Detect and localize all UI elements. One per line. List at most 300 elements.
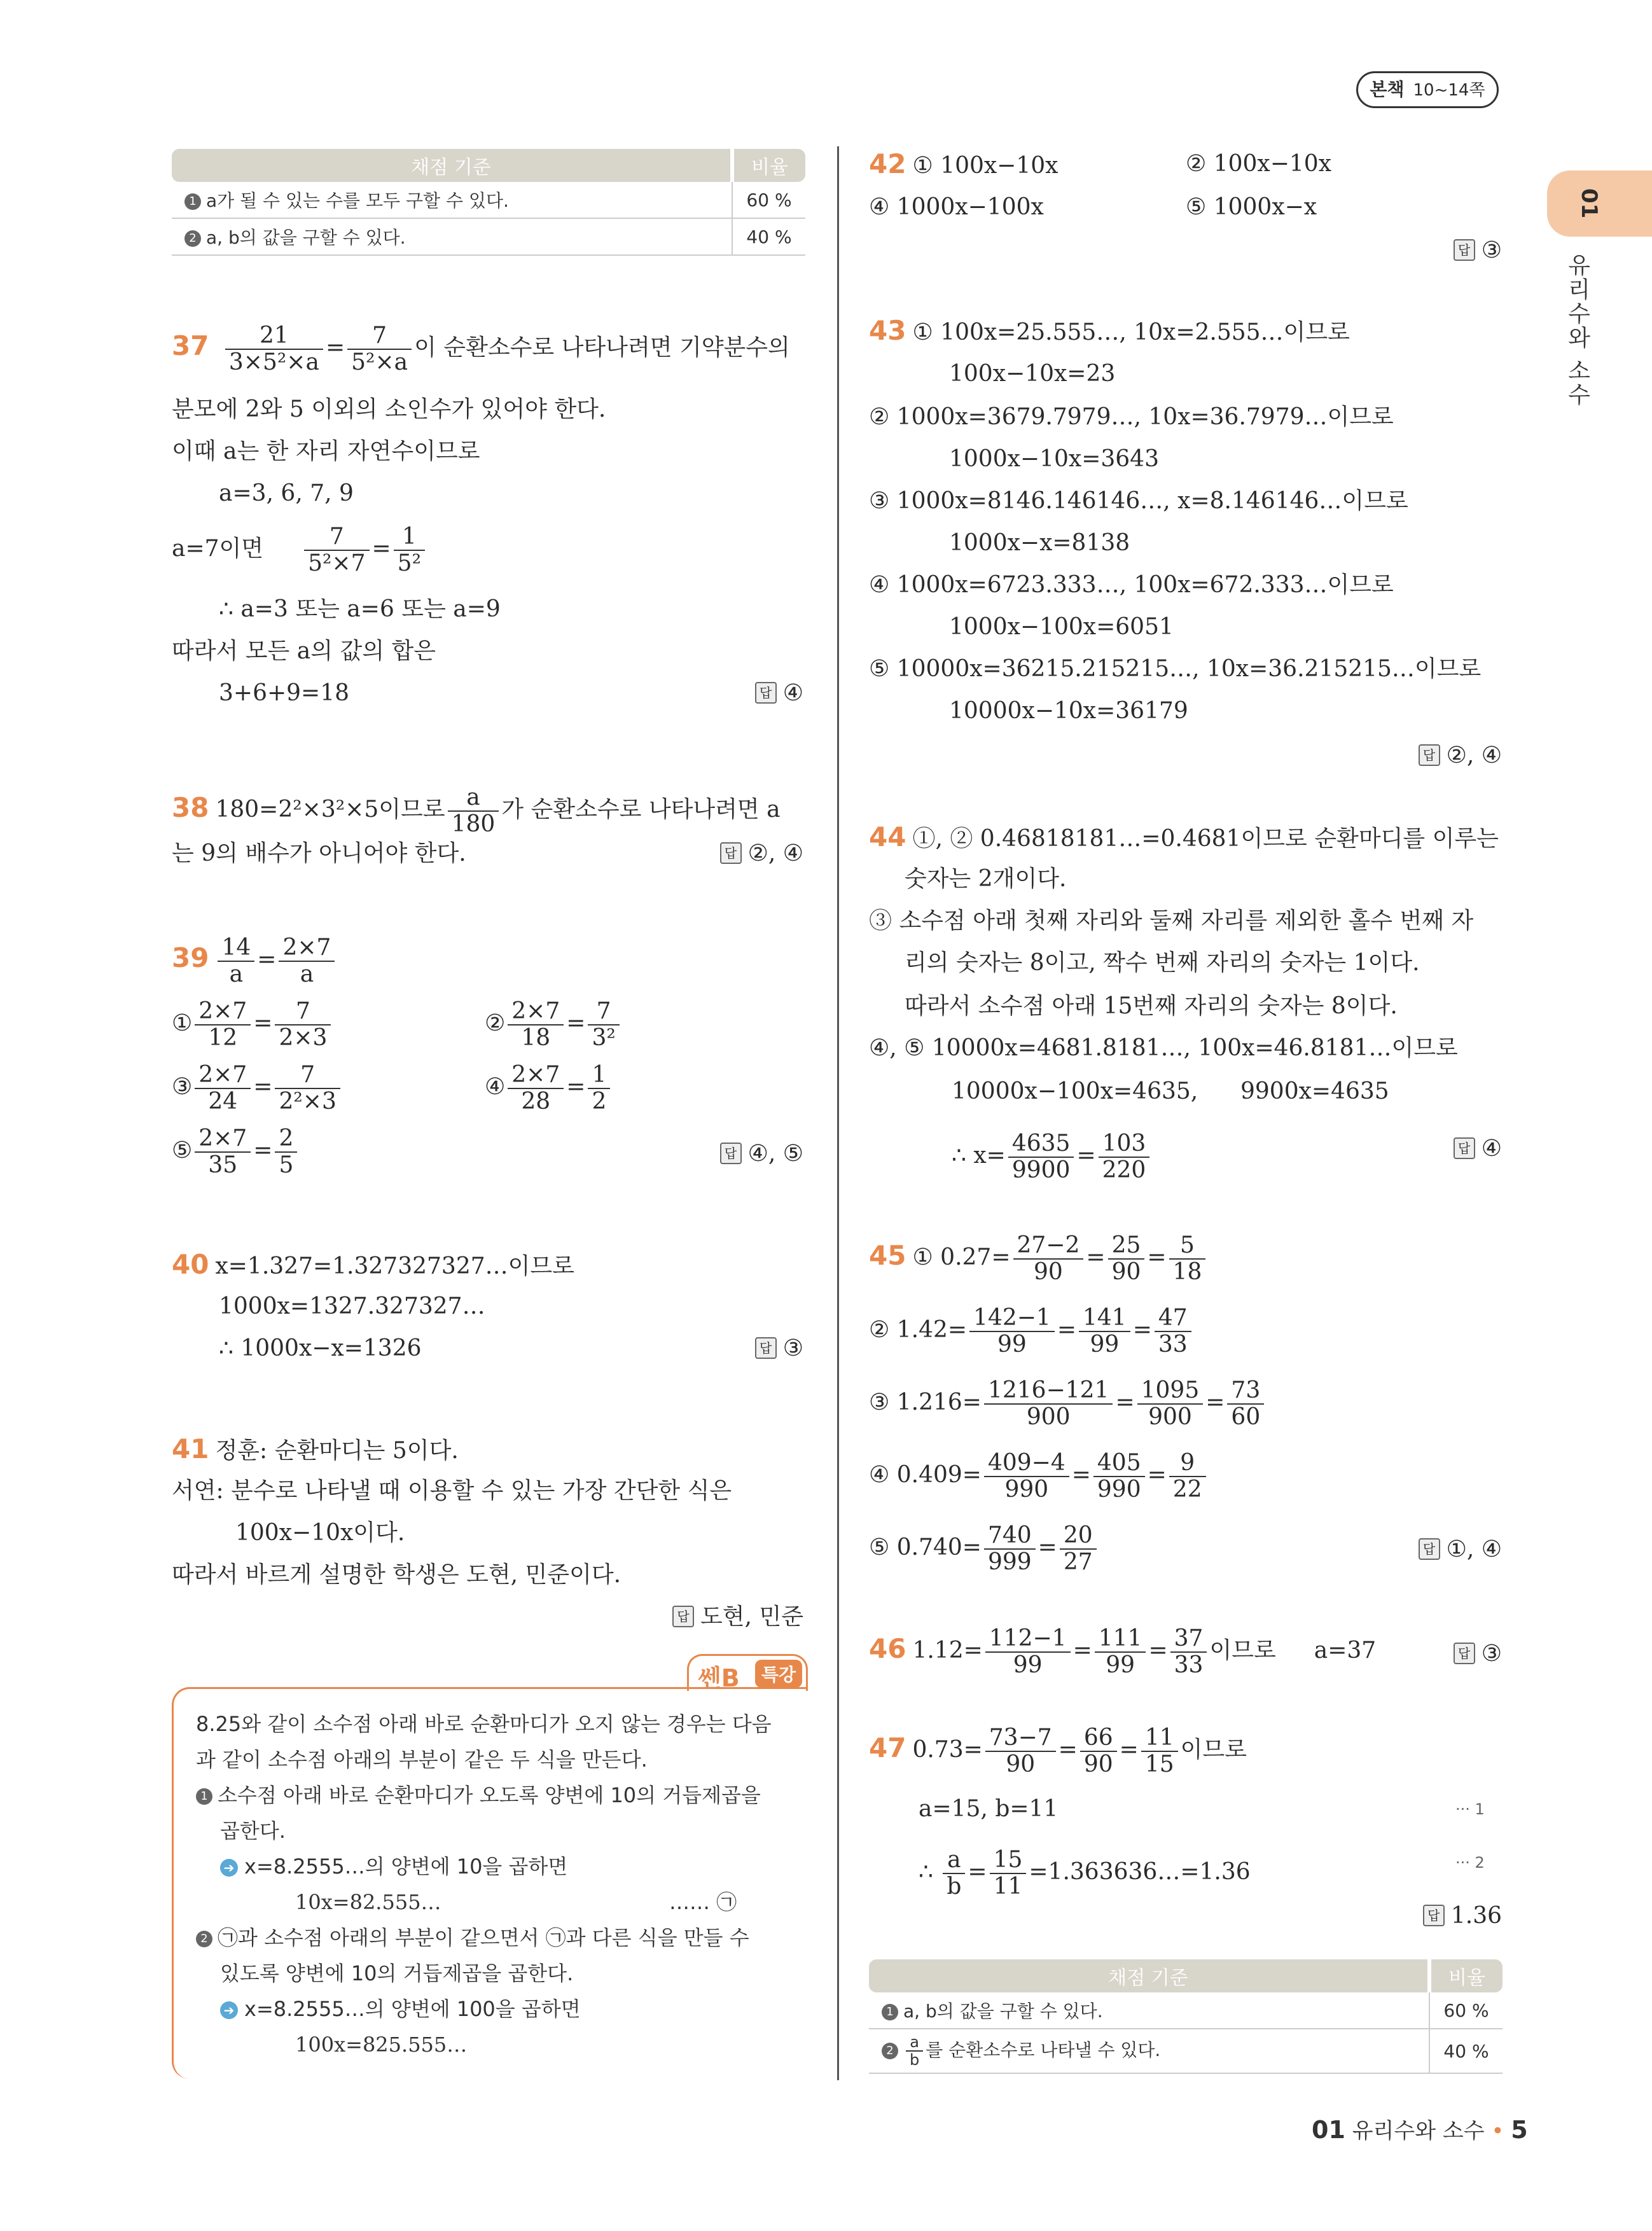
text: 10000x−100x=4635,: [952, 1078, 1198, 1104]
grading-table-2: [869, 1959, 1503, 2074]
problem-45-item: ② 1.42= $\frac{142-1}{99}$ = $\frac{141}{99}$ = $\frac{47}{33}$: [869, 1305, 1194, 1358]
criteria-marker: 1: [184, 193, 201, 210]
numerator: 5: [1180, 1232, 1195, 1258]
answer-icon: 답: [720, 1143, 742, 1164]
numerator: 25: [1111, 1232, 1141, 1258]
text: 1000x−100x=6051: [949, 614, 1174, 640]
denominator: 2: [588, 1088, 610, 1115]
text: 이때 a는 한 자리 자연수이므로: [172, 438, 480, 464]
denominator: 27: [1060, 1548, 1097, 1575]
text: a=15, b=11: [919, 1796, 1059, 1822]
denominator: 3²: [588, 1024, 619, 1051]
text: x=1.327=1.327327327…이므로: [215, 1253, 574, 1279]
answer-icon: 답: [755, 1337, 777, 1359]
numerator: 142−1: [973, 1305, 1051, 1331]
text: ③ 1000x=8146.146146…, x=8.146146…이므로: [869, 488, 1408, 514]
fraction: [588, 1062, 610, 1115]
text: ①, ② 0.46818181…=0.4681이므로 순환마디를 이루는: [912, 826, 1499, 852]
fraction: [195, 1062, 251, 1115]
table-header: 비율: [732, 149, 805, 182]
denominator: 5: [275, 1151, 297, 1178]
note-text: ㉠과 소수점 아래의 부분이 같으면서 ㉠과 다른 식을 만들 수: [218, 1926, 749, 1950]
denominator: 60: [1227, 1403, 1264, 1430]
note-text: x=8.2555…의 양변에 10을 곱하면: [244, 1854, 568, 1879]
numerator: 2×7: [511, 1062, 560, 1088]
text: 가 순환소수로 나타나려면 a: [501, 796, 781, 823]
option-marker: ⑤: [172, 1137, 193, 1164]
numerator: 73: [1231, 1377, 1261, 1403]
text: 3+6+9=18: [219, 680, 350, 706]
note-text: 있도록 양변에 10의 거듭제곱을 곱한다.: [220, 1961, 574, 1985]
option-marker: ④: [485, 1074, 506, 1100]
fraction: [279, 935, 335, 987]
step-marker: 2: [196, 1931, 212, 1947]
answer-value: ④: [1481, 1136, 1502, 1162]
text: 10000x−10x=36179: [949, 698, 1188, 724]
answer-43: [1419, 740, 1502, 771]
numerator: 405: [1097, 1450, 1141, 1476]
text: 1.12=: [912, 1637, 983, 1664]
denominator: 99: [1079, 1331, 1130, 1358]
numerator: 1216−121: [987, 1377, 1109, 1403]
fraction: [906, 2034, 923, 2068]
text: ② 1.42=: [869, 1317, 968, 1343]
note-example-1: [220, 1851, 567, 1882]
text: ④, ⑤ 10000x=4681.8181…, 100x=46.8181…이므로: [869, 1035, 1458, 1061]
text: 는 9의 배수가 아니어야 한다.: [172, 840, 466, 866]
denominator: 2×3: [275, 1024, 331, 1051]
text: a=7이면: [172, 536, 264, 562]
problem-45-item: ⑤ 0.740= $\frac{740}{999}$ = $\frac{20}{27}$: [869, 1523, 1099, 1575]
answer-value: ②, ④: [1446, 742, 1502, 768]
numerator: 2×7: [511, 998, 560, 1024]
note-tab: [687, 1654, 808, 1691]
denominator: 12: [195, 1024, 251, 1051]
criteria-text: a, b의 값을 구할 수 있다.: [206, 227, 406, 248]
numerator: 2×7: [282, 935, 331, 961]
equals: =: [325, 335, 345, 361]
answer-46: [1454, 1639, 1502, 1669]
footer-chapter: 01: [1312, 2116, 1345, 2144]
text: ① 0.27=: [912, 1244, 1011, 1270]
numerator: 21: [260, 323, 289, 349]
denominator: 900: [984, 1403, 1113, 1430]
numerator: 66: [1083, 1725, 1113, 1751]
fraction: [943, 1847, 965, 1900]
numerator: 7: [372, 323, 387, 349]
text: 이 순환소수로 나타나려면 기약분수의: [414, 335, 790, 361]
answer-45: [1419, 1534, 1502, 1565]
text: 따라서 모든 a의 값의 합은: [172, 638, 436, 664]
denominator: 22: [1169, 1476, 1206, 1503]
fraction: [1008, 1131, 1074, 1183]
table-cell: [172, 218, 732, 255]
page-ref-range: 10~14쪽: [1413, 81, 1485, 100]
fraction: [1155, 1305, 1191, 1358]
text: 따라서 바르게 설명한 학생은 도현, 민준이다.: [172, 1562, 621, 1588]
denominator: 18: [508, 1024, 564, 1051]
option: ③ $\frac{2\times 7}{24}$ = $\frac{7}{\text{2²×3}}$: [172, 1062, 343, 1115]
denominator: 5²×7: [304, 550, 369, 576]
problem-number: 37: [172, 330, 209, 361]
denominator: 5²: [394, 550, 425, 576]
problem-37-line5: a=7이면 $\frac{7}{\text{5²×7}}$ = $\frac{1}{\text{5²}}$: [172, 524, 427, 576]
problem-42-line1: [869, 149, 1058, 181]
problem-45-item: ④ 0.409= $\frac{409-4}{990}$ = $\frac{405}{990}$ = $\frac{9}{22}$: [869, 1450, 1209, 1503]
numerator: 20: [1063, 1522, 1093, 1548]
fraction: [1099, 1131, 1150, 1183]
problem-40-line1: [172, 1249, 574, 1282]
text: 100x−10x=23: [949, 361, 1116, 387]
problem-39-head: 39 $\frac{14}{a}$ = $\frac{2\times 7}{a}$: [172, 935, 337, 987]
note-example-2: [220, 1994, 581, 2024]
answer-icon: 답: [1454, 1137, 1475, 1159]
fraction: [275, 1126, 297, 1178]
answer-icon: 답: [1423, 1905, 1445, 1926]
text: 1000x−10x=3643: [949, 446, 1159, 472]
problem-47-line3: ∴ $\frac{a}{b}$ = $\frac{15}{11}$ =1.363636…=1.36: [919, 1847, 1251, 1900]
criteria-text: a, b의 값을 구할 수 있다.: [903, 2001, 1103, 2022]
problem-number: 38: [172, 792, 209, 823]
denominator: 15: [1141, 1751, 1178, 1777]
problem-44-result: ∴ x= $\frac{4635}{9900}$ = $\frac{103}{220}$: [952, 1131, 1152, 1183]
fraction: [1169, 1233, 1206, 1285]
numerator: 112−1: [989, 1625, 1067, 1651]
numerator: 1: [401, 524, 417, 550]
denominator: a: [218, 961, 254, 987]
numerator: 111: [1098, 1625, 1142, 1651]
problem-46-line1: 46 1.12= $\frac{112-1}{99}$ = $\frac{111}{99}$ = $\frac{37}{33}$ 이므로 a=37: [869, 1625, 1377, 1678]
criteria-marker: 2: [882, 2043, 898, 2059]
denominator: 24: [195, 1088, 251, 1115]
answer-41: [672, 1602, 803, 1632]
ratio-cell: 40 %: [1429, 2029, 1503, 2073]
problem-37-line1: [172, 323, 790, 375]
numerator: 2×7: [198, 998, 247, 1024]
page-reference: [1356, 71, 1499, 108]
numerator: 7: [596, 998, 611, 1024]
ratio-cell: 40 %: [732, 218, 805, 255]
answer-47: [1423, 1901, 1502, 1931]
denominator: 11: [990, 1873, 1027, 1900]
criteria-marker: 1: [882, 2004, 898, 2020]
denominator: 9900: [1008, 1157, 1074, 1183]
fraction: [275, 999, 331, 1051]
numerator: 141: [1083, 1305, 1127, 1331]
text: ⑤ 10000x=36215.215215…, 10x=36.215215…이므로: [869, 656, 1482, 682]
text: 100x−10x이다.: [235, 1520, 405, 1546]
numerator: 14: [221, 935, 251, 961]
table-cell: [869, 1992, 1429, 2029]
numerator: 2: [279, 1125, 294, 1151]
problem-number: 42: [869, 148, 906, 179]
text: 이므로: [1180, 1737, 1247, 1763]
numerator: 2×7: [198, 1125, 247, 1151]
numerator: 7: [329, 524, 344, 550]
note-step-1: [196, 1780, 761, 1811]
denominator: 900: [1137, 1403, 1204, 1430]
page-footer: 01 유리수와 소수 • 5: [1312, 2116, 1528, 2144]
text: 숫자는 2개이다.: [905, 866, 1067, 892]
text: ⑤ 0.740=: [869, 1534, 982, 1560]
fraction: [275, 1062, 340, 1115]
fraction: [984, 1523, 1036, 1575]
problem-41-line1: [172, 1434, 459, 1466]
criteria-text: a가 될 수 있는 수를 모두 구할 수 있다.: [206, 190, 509, 211]
problem-45-item: 45 ① 0.27= $\frac{27-2}{90}$ = $\frac{25}{90}$ = $\frac{5}{18}$: [869, 1233, 1208, 1285]
fraction: [969, 1305, 1055, 1358]
numerator: 15: [993, 1847, 1023, 1873]
denominator: 90: [1080, 1751, 1117, 1777]
fraction: [1080, 1725, 1117, 1777]
problem-43-line1: [869, 316, 1350, 348]
note-step-2: [196, 1922, 749, 1953]
fraction: [394, 524, 425, 576]
fraction: [1169, 1450, 1206, 1503]
note-text: 100x=825.555…: [295, 2033, 468, 2057]
denominator: 999: [984, 1548, 1036, 1575]
text: 서연: 분수로 나타낼 때 이용할 수 있는 가장 간단한 식은: [172, 1478, 732, 1504]
text: ④ 1000x=6723.333…, 100x=672.333…이므로: [869, 572, 1394, 598]
answer-value: ②, ④: [747, 840, 803, 866]
chapter-tab: [1547, 170, 1652, 237]
answer-icon: 답: [755, 682, 777, 704]
fraction: [1170, 1626, 1207, 1678]
option: ④ $\frac{2\times 7}{28}$ = $\frac{1}{2}$: [485, 1062, 613, 1115]
text: =1.363636…=1.36: [1029, 1859, 1251, 1885]
text: ③ 소수점 아래 첫째 자리와 둘째 자리를 제외한 홀수 번째 자: [869, 908, 1474, 934]
answer-44: [1454, 1134, 1502, 1164]
numerator: a: [466, 784, 480, 810]
table-header: 비율: [1429, 1959, 1503, 1992]
numerator: 740: [987, 1522, 1032, 1548]
note-tab-badge: 특강: [755, 1660, 802, 1688]
denominator: 35: [195, 1151, 251, 1178]
problem-47-line1: 47 0.73= $\frac{73-7}{90}$ = $\frac{66}{90}$ = $\frac{11}{15}$ 이므로: [869, 1725, 1247, 1777]
option-text: ⑤ 1000x−x: [1186, 194, 1317, 220]
numerator: 47: [1158, 1305, 1188, 1331]
chapter-label: 유리수와 소수: [1564, 253, 1590, 407]
fraction: [195, 999, 251, 1051]
numerator: 9: [1180, 1450, 1195, 1476]
column-divider: [837, 146, 839, 2080]
fraction: [1108, 1233, 1145, 1285]
text: 9900x=4635: [1240, 1078, 1389, 1104]
problem-number: 45: [869, 1240, 906, 1271]
text: 분모에 2와 5 이외의 소인수가 있어야 한다.: [172, 396, 606, 422]
denominator: 28: [508, 1088, 564, 1115]
numerator: 11: [1144, 1725, 1174, 1751]
numerator: 7: [295, 998, 310, 1024]
text: ④ 0.409=: [869, 1462, 982, 1488]
fraction: [448, 785, 499, 837]
note-text: …… ㉠: [669, 1890, 737, 1914]
text: 리의 숫자는 8이고, 짝수 번째 자리의 숫자는 1이다.: [905, 950, 1420, 976]
numerator: 4635: [1011, 1130, 1071, 1157]
numerator: 409−4: [987, 1450, 1065, 1476]
table-header: 채점 기준: [1108, 1967, 1188, 1989]
option-text: ① 100x−10x: [912, 153, 1059, 179]
answer-value: ③: [1481, 1641, 1502, 1667]
fraction: [304, 524, 369, 576]
denominator: 99: [985, 1651, 1071, 1678]
numerator: 37: [1174, 1625, 1204, 1651]
answer-value: ④, ⑤: [747, 1141, 803, 1167]
fraction: [1013, 1233, 1084, 1285]
answer-value: ③: [782, 1335, 803, 1361]
ratio-cell: 60 %: [732, 182, 805, 218]
answer-42: [1454, 235, 1502, 266]
fraction: [218, 935, 254, 987]
fraction: [985, 1626, 1071, 1678]
denominator: 99: [969, 1331, 1055, 1358]
page-ref-bold: 본책: [1370, 79, 1405, 100]
answer-39: [720, 1139, 803, 1169]
note-text: 소수점 아래 바로 순환마디가 오도록 양변에 10의 거듭제곱을: [218, 1783, 761, 1807]
text: 따라서 소수점 아래 15번째 자리의 숫자는 8이다.: [905, 993, 1398, 1019]
denominator: 990: [1093, 1476, 1145, 1503]
option-marker: ③: [172, 1074, 193, 1100]
text: ② 1000x=3679.7979…, 10x=36.7979…이므로: [869, 404, 1394, 430]
problem-number: 46: [869, 1633, 906, 1664]
option-marker: ②: [485, 1010, 506, 1036]
text: a=3, 6, 7, 9: [219, 480, 354, 506]
text: ③ 1.216=: [869, 1389, 982, 1415]
answer-37: [755, 678, 803, 709]
text: ∴ x=: [952, 1143, 1006, 1169]
fraction: [1141, 1725, 1178, 1777]
text: ∴: [919, 1859, 933, 1885]
problem-45-item: ③ 1.216= $\frac{1216-121}{900}$ = $\frac{1095}{900}$ = $\frac{73}{60}$: [869, 1378, 1267, 1430]
table-cell: [869, 2029, 1429, 2073]
numerator: 1095: [1141, 1377, 1200, 1403]
denominator: 90: [985, 1751, 1056, 1777]
denominator: 2²×3: [275, 1088, 340, 1115]
denominator: 90: [1108, 1258, 1145, 1285]
answer-icon: 답: [720, 842, 742, 864]
option-marker: ①: [172, 1010, 193, 1036]
note-text: x=8.2555…의 양변에 100을 곱하면: [244, 1997, 581, 2021]
text: 이므로: [1209, 1637, 1276, 1664]
denominator: b: [943, 1873, 965, 1900]
page-number: 5: [1511, 2116, 1528, 2144]
denominator: 3×5²×a: [225, 349, 323, 375]
option-text: ④ 1000x−100x: [869, 194, 1044, 220]
option: ② $\frac{2\times 7}{18}$ = $\frac{7}{\text{3²}}$: [485, 999, 622, 1051]
arrow-icon: ➔: [220, 1859, 238, 1877]
option-text: ② 100x−10x: [1186, 151, 1332, 177]
answer-40: [755, 1333, 803, 1364]
problem-44-line1: [869, 822, 1499, 854]
problem-number: 43: [869, 315, 906, 346]
numerator: a: [910, 2033, 919, 2051]
text: 1000x−x=8138: [949, 530, 1130, 556]
denominator: 33: [1170, 1651, 1207, 1678]
fraction: [347, 323, 412, 375]
note-tab-title: 쎈B: [698, 1664, 740, 1692]
numerator: 1: [592, 1062, 607, 1088]
answer-value: ④: [782, 680, 803, 706]
denominator: 33: [1155, 1331, 1191, 1358]
grading-table-1: [172, 149, 805, 256]
criteria-marker: 2: [184, 230, 201, 247]
footer-title: 유리수와 소수: [1352, 2118, 1485, 2144]
answer-icon: 답: [1454, 239, 1475, 261]
problem-number: 44: [869, 821, 906, 852]
problem-38-line1: [172, 785, 781, 837]
fraction: [1137, 1378, 1204, 1430]
option: ⑤ $\frac{2\times 7}{35}$ = $\frac{2}{5}$: [172, 1126, 300, 1178]
answer-value: 도현, 민준: [700, 1604, 803, 1630]
numerator: a: [947, 1847, 961, 1873]
fraction: [508, 999, 564, 1051]
denominator: 90: [1013, 1258, 1084, 1285]
denominator: 18: [1169, 1258, 1206, 1285]
text: ∴ 1000x−x=1326: [219, 1335, 422, 1361]
denominator: 99: [1095, 1651, 1146, 1678]
answer-icon: 답: [672, 1606, 694, 1627]
fraction: [984, 1450, 1069, 1503]
text: a=37: [1314, 1637, 1377, 1664]
fraction: [984, 1378, 1113, 1430]
text: 0.73=: [912, 1737, 983, 1763]
answer-icon: 답: [1419, 744, 1440, 766]
fraction: [1079, 1305, 1130, 1358]
numerator: 103: [1102, 1130, 1146, 1157]
criteria-text: 를 순환소수로 나타낼 수 있다.: [926, 2040, 1161, 2061]
note-text: 과 같이 소수점 아래의 부분이 같은 두 식을 만든다.: [196, 1748, 648, 1772]
denominator: 5²×a: [347, 349, 412, 375]
answer-value: 1.36: [1450, 1903, 1502, 1929]
fraction: [990, 1847, 1027, 1900]
denominator: a: [279, 961, 335, 987]
answer-icon: 답: [1454, 1643, 1475, 1664]
denominator: 180: [448, 810, 499, 837]
denominator: 990: [984, 1476, 1069, 1503]
problem-number: 39: [172, 942, 209, 973]
numerator: 2×7: [198, 1062, 247, 1088]
note-text: 8.25와 같이 소수점 아래 바로 순환마디가 오지 않는 경우는 다음: [196, 1712, 772, 1736]
numerator: 7: [300, 1062, 316, 1088]
fraction: [985, 1725, 1056, 1777]
text: ① 100x=25.555…, 10x=2.555…이므로: [912, 319, 1350, 345]
fraction: [1095, 1626, 1146, 1678]
answer-icon: 답: [1419, 1538, 1440, 1560]
chapter-number: 01: [1576, 188, 1602, 219]
ratio-cell: 60 %: [1429, 1992, 1503, 2029]
text: 180=2²×3²×5이므로: [215, 796, 445, 823]
problem-number: 47: [869, 1732, 906, 1763]
fraction: [195, 1126, 251, 1178]
note-text: 곱한다.: [220, 1819, 286, 1843]
fraction: [1093, 1450, 1145, 1503]
numerator: 73−7: [989, 1725, 1052, 1751]
table-cell: [172, 182, 732, 218]
fraction: [588, 999, 619, 1051]
text: 정훈: 순환마디는 5이다.: [215, 1438, 459, 1464]
fraction: [1060, 1523, 1097, 1575]
problem-number: 40: [172, 1249, 209, 1280]
fraction: [225, 323, 323, 375]
note-text: 10x=82.555…: [295, 1890, 441, 1914]
answer-value: ①, ④: [1446, 1536, 1502, 1562]
text: 1000x=1327.327327…: [219, 1293, 485, 1319]
denominator: 220: [1099, 1157, 1150, 1183]
step-marker: ··· 1: [1455, 1800, 1485, 1818]
table-header: 채점 기준: [411, 156, 491, 179]
answer-value: ③: [1481, 237, 1502, 263]
option: ① $\frac{2\times 7}{12}$ = $\frac{7}{2\times 3}$: [172, 999, 333, 1051]
